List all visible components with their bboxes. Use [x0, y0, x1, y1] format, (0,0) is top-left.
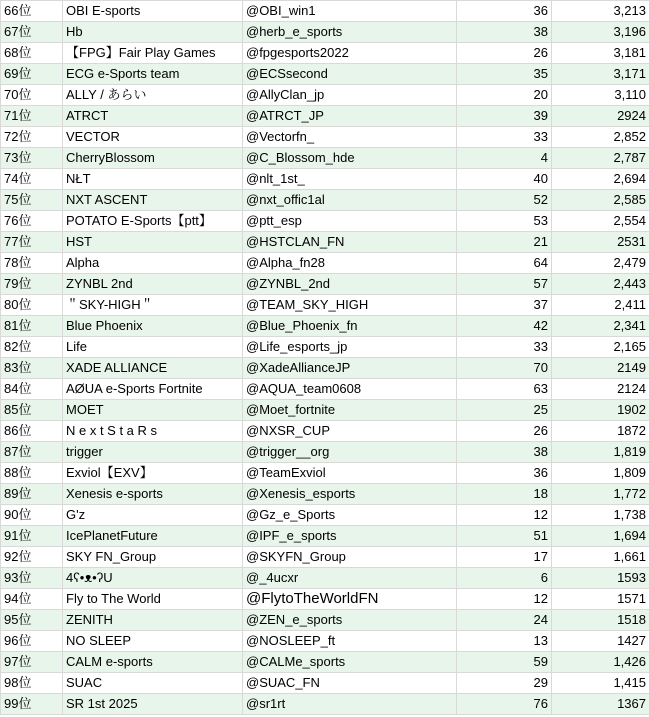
table-row[interactable] — [1, 295, 649, 316]
table-row[interactable] — [1, 673, 649, 694]
rank-cell[interactable]: 77位 — [1, 232, 63, 253]
table-row[interactable] — [1, 64, 649, 85]
team-name-cell[interactable]: Life — [63, 337, 243, 358]
team-name-cell[interactable]: ALLY / あらい — [63, 85, 243, 106]
table-row[interactable] — [1, 337, 649, 358]
rank-cell[interactable]: 94位 — [1, 589, 63, 610]
rank-cell[interactable]: 98位 — [1, 673, 63, 694]
count-cell[interactable]: 18 — [457, 484, 552, 505]
handle-cell[interactable]: @XadeAllianceJP — [243, 358, 457, 379]
score-cell[interactable]: 1,661 — [552, 547, 649, 568]
rank-cell[interactable]: 74位 — [1, 169, 63, 190]
table-row[interactable] — [1, 232, 649, 253]
handle-cell[interactable]: @FlytoTheWorldFN — [243, 589, 457, 610]
count-cell[interactable]: 38 — [457, 442, 552, 463]
table-row[interactable] — [1, 421, 649, 442]
count-cell[interactable]: 29 — [457, 673, 552, 694]
table-row[interactable] — [1, 568, 649, 589]
table-row[interactable] — [1, 589, 649, 610]
rank-cell[interactable]: 85位 — [1, 400, 63, 421]
team-name-cell[interactable]: N e x t S t a R s — [63, 421, 243, 442]
team-name-cell[interactable]: HST — [63, 232, 243, 253]
handle-cell[interactable]: @herb_e_sports — [243, 22, 457, 43]
count-cell[interactable]: 24 — [457, 610, 552, 631]
count-cell[interactable]: 51 — [457, 526, 552, 547]
table-row[interactable] — [1, 505, 649, 526]
table-row[interactable] — [1, 484, 649, 505]
count-cell[interactable]: 17 — [457, 547, 552, 568]
rank-cell[interactable]: 96位 — [1, 631, 63, 652]
score-cell[interactable]: 2,411 — [552, 295, 649, 316]
table-row[interactable] — [1, 253, 649, 274]
rank-cell[interactable]: 83位 — [1, 358, 63, 379]
rank-cell[interactable]: 90位 — [1, 505, 63, 526]
score-cell[interactable]: 2,341 — [552, 316, 649, 337]
handle-cell[interactable]: @OBI_win1 — [243, 1, 457, 22]
team-name-cell[interactable]: SKY FN_Group — [63, 547, 243, 568]
handle-cell[interactable]: @_4ucxr — [243, 568, 457, 589]
handle-cell[interactable]: @IPF_e_sports — [243, 526, 457, 547]
score-cell[interactable]: 3,110 — [552, 85, 649, 106]
team-name-cell[interactable]: Fly to The World — [63, 589, 243, 610]
team-name-cell[interactable]: SUAC — [63, 673, 243, 694]
table-row[interactable] — [1, 610, 649, 631]
score-cell[interactable]: 2,694 — [552, 169, 649, 190]
table-row[interactable] — [1, 316, 649, 337]
rank-cell[interactable]: 80位 — [1, 295, 63, 316]
count-cell[interactable]: 76 — [457, 694, 552, 715]
count-cell[interactable]: 63 — [457, 379, 552, 400]
handle-cell[interactable]: @fpgesports2022 — [243, 43, 457, 64]
score-cell[interactable]: 2531 — [552, 232, 649, 253]
rank-cell[interactable]: 73位 — [1, 148, 63, 169]
table-row[interactable] — [1, 379, 649, 400]
score-cell[interactable]: 1872 — [552, 421, 649, 442]
count-cell[interactable]: 42 — [457, 316, 552, 337]
handle-cell[interactable]: @ATRCT_JP — [243, 106, 457, 127]
table-row[interactable] — [1, 694, 649, 715]
team-name-cell[interactable]: OBI E-sports — [63, 1, 243, 22]
table-row[interactable] — [1, 400, 649, 421]
table-row[interactable] — [1, 631, 649, 652]
rank-cell[interactable]: 82位 — [1, 337, 63, 358]
score-cell[interactable]: 1902 — [552, 400, 649, 421]
rank-cell[interactable]: 84位 — [1, 379, 63, 400]
table-row[interactable] — [1, 22, 649, 43]
score-cell[interactable]: 1,819 — [552, 442, 649, 463]
team-name-cell[interactable]: CALM e-sports — [63, 652, 243, 673]
count-cell[interactable]: 38 — [457, 22, 552, 43]
team-name-cell[interactable]: IcePlanetFuture — [63, 526, 243, 547]
count-cell[interactable]: 35 — [457, 64, 552, 85]
count-cell[interactable]: 70 — [457, 358, 552, 379]
team-name-cell[interactable]: SR 1st 2025 — [63, 694, 243, 715]
count-cell[interactable]: 36 — [457, 1, 552, 22]
team-name-cell[interactable]: AØUA e-Sports Fortnite — [63, 379, 243, 400]
handle-cell[interactable]: @CALMe_sports — [243, 652, 457, 673]
count-cell[interactable]: 39 — [457, 106, 552, 127]
score-cell[interactable]: 1427 — [552, 631, 649, 652]
score-cell[interactable]: 1,772 — [552, 484, 649, 505]
team-name-cell[interactable]: ECG e-Sports team — [63, 64, 243, 85]
handle-cell[interactable]: @ZEN_e_sports — [243, 610, 457, 631]
team-name-cell[interactable]: ATRCT — [63, 106, 243, 127]
team-name-cell[interactable]: VECTOR — [63, 127, 243, 148]
handle-cell[interactable]: @trigger__org — [243, 442, 457, 463]
handle-cell[interactable]: @TEAM_SKY_HIGH — [243, 295, 457, 316]
count-cell[interactable]: 12 — [457, 589, 552, 610]
rank-cell[interactable]: 81位 — [1, 316, 63, 337]
score-cell[interactable]: 3,181 — [552, 43, 649, 64]
score-cell[interactable]: 2,554 — [552, 211, 649, 232]
table-row[interactable] — [1, 169, 649, 190]
count-cell[interactable]: 21 — [457, 232, 552, 253]
team-name-cell[interactable]: Xenesis e-sports — [63, 484, 243, 505]
table-row[interactable] — [1, 43, 649, 64]
score-cell[interactable]: 1518 — [552, 610, 649, 631]
handle-cell[interactable]: @ptt_esp — [243, 211, 457, 232]
team-name-cell[interactable]: Exviol【EXV】 — [63, 463, 243, 484]
table-row[interactable] — [1, 442, 649, 463]
handle-cell[interactable]: @TeamExviol — [243, 463, 457, 484]
count-cell[interactable]: 4 — [457, 148, 552, 169]
table-row[interactable] — [1, 211, 649, 232]
team-name-cell[interactable]: ＂SKY-HIGH＂ — [63, 295, 243, 316]
table-row[interactable] — [1, 358, 649, 379]
handle-cell[interactable]: @AQUA_team0608 — [243, 379, 457, 400]
score-cell[interactable]: 2,165 — [552, 337, 649, 358]
score-cell[interactable]: 1,415 — [552, 673, 649, 694]
rank-cell[interactable]: 97位 — [1, 652, 63, 673]
rank-cell[interactable]: 92位 — [1, 547, 63, 568]
count-cell[interactable]: 53 — [457, 211, 552, 232]
count-cell[interactable]: 6 — [457, 568, 552, 589]
handle-cell[interactable]: @nxt_offic1al — [243, 190, 457, 211]
table-row[interactable] — [1, 190, 649, 211]
rank-cell[interactable]: 86位 — [1, 421, 63, 442]
rank-cell[interactable]: 78位 — [1, 253, 63, 274]
handle-cell[interactable]: @NXSR_CUP — [243, 421, 457, 442]
handle-cell[interactable]: @ZYNBL_2nd — [243, 274, 457, 295]
handle-cell[interactable]: @SUAC_FN — [243, 673, 457, 694]
score-cell[interactable]: 3,213 — [552, 1, 649, 22]
count-cell[interactable]: 25 — [457, 400, 552, 421]
rank-cell[interactable]: 87位 — [1, 442, 63, 463]
score-cell[interactable]: 1593 — [552, 568, 649, 589]
team-name-cell[interactable]: CherryBlossom — [63, 148, 243, 169]
table-row[interactable] — [1, 463, 649, 484]
score-cell[interactable]: 1,426 — [552, 652, 649, 673]
table-row[interactable] — [1, 1, 649, 22]
handle-cell[interactable]: @Blue_Phoenix_fn — [243, 316, 457, 337]
team-name-cell[interactable]: 【FPG】Fair Play Games — [63, 43, 243, 64]
count-cell[interactable]: 33 — [457, 337, 552, 358]
rank-cell[interactable]: 70位 — [1, 85, 63, 106]
team-name-cell[interactable]: POTATO E-Sports【ptt】 — [63, 211, 243, 232]
count-cell[interactable]: 33 — [457, 127, 552, 148]
ranking-table-body — [1, 1, 649, 715]
handle-cell[interactable]: @NOSLEEP_ft — [243, 631, 457, 652]
handle-cell[interactable]: @Moet_fortnite — [243, 400, 457, 421]
rank-cell[interactable]: 68位 — [1, 43, 63, 64]
rank-cell[interactable]: 71位 — [1, 106, 63, 127]
team-name-cell[interactable]: G'z — [63, 505, 243, 526]
team-name-cell[interactable]: Alpha — [63, 253, 243, 274]
handle-cell[interactable]: @Xenesis_esports — [243, 484, 457, 505]
handle-cell[interactable]: @HSTCLAN_FN — [243, 232, 457, 253]
score-cell[interactable]: 1367 — [552, 694, 649, 715]
team-name-cell[interactable]: trigger — [63, 442, 243, 463]
handle-cell[interactable]: @ECSsecond — [243, 64, 457, 85]
count-cell[interactable]: 26 — [457, 43, 552, 64]
handle-cell[interactable]: @SKYFN_Group — [243, 547, 457, 568]
rank-cell[interactable]: 95位 — [1, 610, 63, 631]
handle-cell[interactable]: @Gz_e_Sports — [243, 505, 457, 526]
handle-cell[interactable]: @nlt_1st_ — [243, 169, 457, 190]
rank-cell[interactable]: 79位 — [1, 274, 63, 295]
rank-cell[interactable]: 69位 — [1, 64, 63, 85]
count-cell[interactable]: 40 — [457, 169, 552, 190]
score-cell[interactable]: 3,196 — [552, 22, 649, 43]
score-cell[interactable]: 2,479 — [552, 253, 649, 274]
count-cell[interactable]: 26 — [457, 421, 552, 442]
handle-cell[interactable]: @AllyClan_jp — [243, 85, 457, 106]
count-cell[interactable]: 37 — [457, 295, 552, 316]
score-cell[interactable]: 1,738 — [552, 505, 649, 526]
team-name-cell[interactable]: NXT ASCENT — [63, 190, 243, 211]
team-name-cell[interactable]: MOET — [63, 400, 243, 421]
count-cell[interactable]: 64 — [457, 253, 552, 274]
score-cell[interactable]: 2,852 — [552, 127, 649, 148]
handle-cell[interactable]: @Life_esports_jp — [243, 337, 457, 358]
score-cell[interactable]: 1,809 — [552, 463, 649, 484]
rank-cell[interactable]: 89位 — [1, 484, 63, 505]
table-row[interactable] — [1, 127, 649, 148]
handle-cell[interactable]: @sr1rt — [243, 694, 457, 715]
score-cell[interactable]: 2,787 — [552, 148, 649, 169]
score-cell[interactable]: 2,443 — [552, 274, 649, 295]
table-row[interactable] — [1, 148, 649, 169]
rank-cell[interactable]: 93位 — [1, 568, 63, 589]
rank-cell[interactable]: 67位 — [1, 22, 63, 43]
score-cell[interactable]: 2924 — [552, 106, 649, 127]
handle-cell[interactable]: @Alpha_fn28 — [243, 253, 457, 274]
team-name-cell[interactable]: Blue Phoenix — [63, 316, 243, 337]
team-name-cell[interactable]: NŁT — [63, 169, 243, 190]
score-cell[interactable]: 1,694 — [552, 526, 649, 547]
table-row[interactable] — [1, 274, 649, 295]
team-name-cell[interactable]: NO SLEEP — [63, 631, 243, 652]
count-cell[interactable]: 12 — [457, 505, 552, 526]
team-name-cell[interactable]: ZENITH — [63, 610, 243, 631]
handle-cell[interactable]: @C_Blossom_hde — [243, 148, 457, 169]
team-name-cell[interactable]: ZYNBL 2nd — [63, 274, 243, 295]
table-row[interactable] — [1, 652, 649, 673]
table-row[interactable] — [1, 85, 649, 106]
count-cell[interactable]: 20 — [457, 85, 552, 106]
rank-cell[interactable]: 99位 — [1, 694, 63, 715]
table-row[interactable] — [1, 106, 649, 127]
score-cell[interactable]: 2,585 — [552, 190, 649, 211]
rank-cell[interactable]: 76位 — [1, 211, 63, 232]
rank-cell[interactable]: 91位 — [1, 526, 63, 547]
table-row[interactable] — [1, 547, 649, 568]
team-name-cell[interactable]: 4ʕ•ᴥ•ʔU — [63, 568, 243, 589]
count-cell[interactable]: 36 — [457, 463, 552, 484]
count-cell[interactable]: 59 — [457, 652, 552, 673]
score-cell[interactable]: 1571 — [552, 589, 649, 610]
rank-cell[interactable]: 72位 — [1, 127, 63, 148]
score-cell[interactable]: 3,171 — [552, 64, 649, 85]
rank-cell[interactable]: 66位 — [1, 1, 63, 22]
score-cell[interactable]: 2124 — [552, 379, 649, 400]
rank-cell[interactable]: 88位 — [1, 463, 63, 484]
table-row[interactable] — [1, 526, 649, 547]
rank-cell[interactable]: 75位 — [1, 190, 63, 211]
team-name-cell[interactable]: Hb — [63, 22, 243, 43]
count-cell[interactable]: 57 — [457, 274, 552, 295]
count-cell[interactable]: 13 — [457, 631, 552, 652]
count-cell[interactable]: 52 — [457, 190, 552, 211]
score-cell[interactable]: 2149 — [552, 358, 649, 379]
team-name-cell[interactable]: XADE ALLIANCE — [63, 358, 243, 379]
handle-cell[interactable]: @Vectorfn_ — [243, 127, 457, 148]
